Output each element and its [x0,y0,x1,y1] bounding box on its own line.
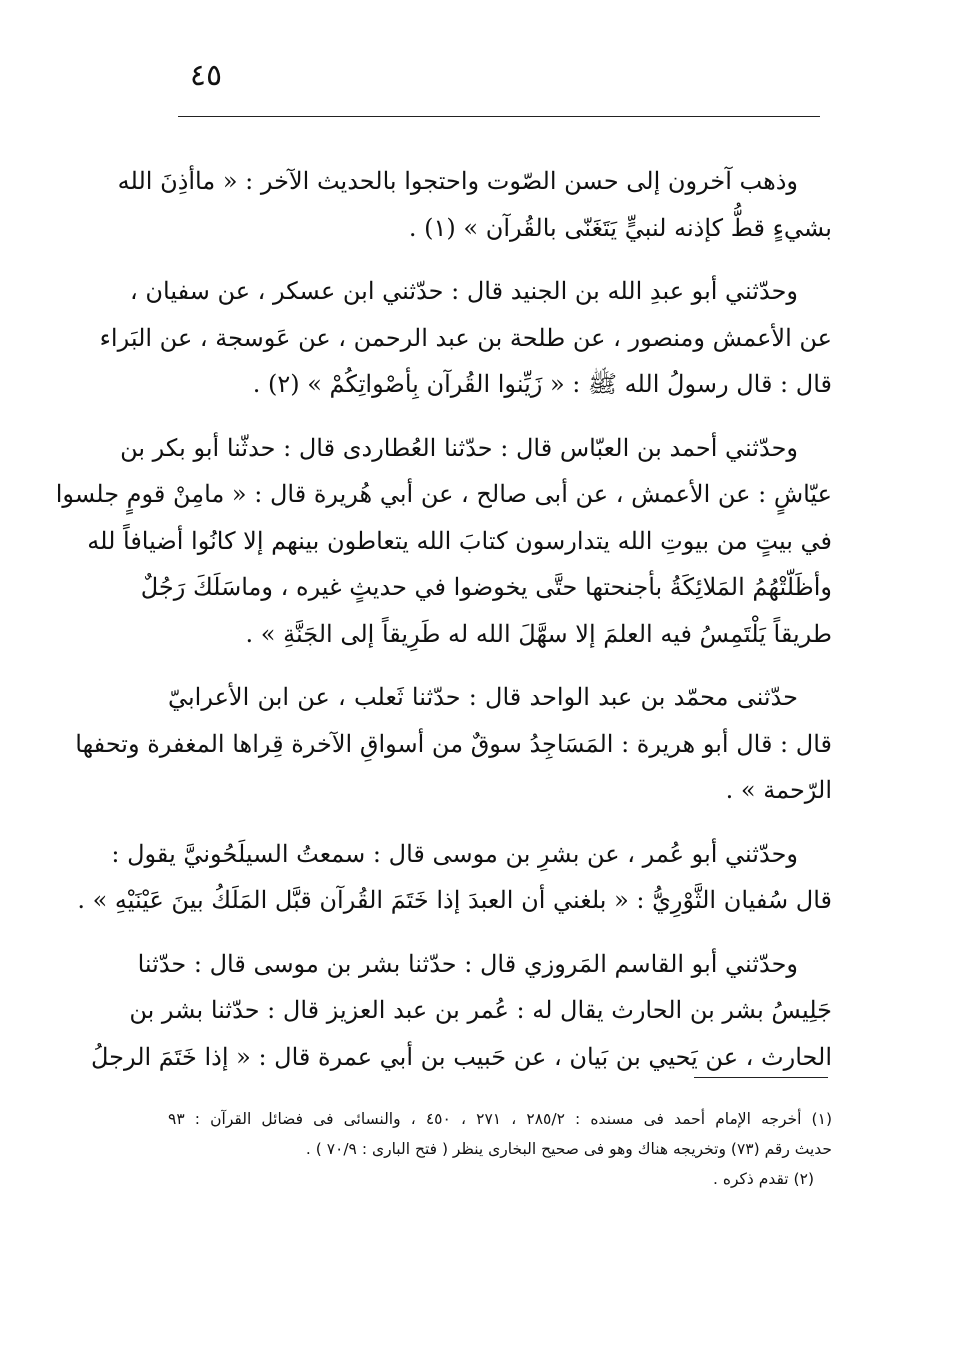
paragraph [99,268,832,408]
text-line: جَلِيسُ بشر بن الحارث يقال له : عُمر بن عبد العزيز قال : حدّثنا بشر بن [129,996,832,1024]
text-line: الرّحمة » . [725,776,832,804]
paragraph [90,941,832,1081]
paragraph [75,674,832,814]
footnotes [168,1104,832,1194]
text-line: وحدّثني أبو عبدِ الله بن الجنيد قال : حدّثني ابن عسكر ، عن سفيان ، [130,277,798,305]
text-line: قال : قال أبو هريرة : المَسَاجِدُ سوقٌ من أسواقِ الآخرة قِراها المغفرة وتحفها [75,729,832,758]
paragraph [117,158,832,251]
footnote-rule [694,1077,828,1078]
body-text [55,158,832,1097]
text-line: وحدّثني أبو عُمر ، عن بشرِ بن موسى قال : سمعتُ السيلَحُونيَّ يقول : [111,839,798,868]
paragraph [55,425,832,658]
text-line: وحدّثني أبو القاسم المَروزي قال : حدّثنا بشر بن موسى قال : حدّثنا [137,949,798,978]
page-number: ٤٥ [189,58,223,93]
text-line: عن الأعمش ومنصور ، عن طلحة بن عبد الرحمن ، عن عَوسجة ، عن البَراء [99,323,832,352]
paragraph [77,831,832,924]
text-line: قال : قال رسولُ الله ﷺ : « زَيِّنوا القُرآن بِأصْواتِكُمْ » (٢) . [252,370,832,398]
text-line: عيّاشٍ : عن الأعمش ، عن أبى صالح ، عن أبي هُريرة قال : « مامِنْ قومٍ جلسوا [55,480,832,508]
text-line: حدّثنى محمّد بن عبد الواحد قال : حدّثنا ثَعلب ، عن ابن الأعرابيّ [168,683,798,711]
text-line: بشيءٍ قطُّ كإذنه لنبيٍّ يَتَغَنّى بالقُرآن » (١) . [408,213,832,242]
text-line: طريقاً يَلْتَمِسُ فيه العلمَ إلا سهَّلَ الله له طَرِيقاً إلى الجَنَّةِ » . [245,619,832,648]
footnote-line: (٢) تقدم ذكره . [713,1170,814,1188]
text-line: الحارث ، عن يَحيي بن بَيان ، عن حَبيب بن أبي عمرة قال : « إذا خَتَمَ الرجلُ [90,1042,832,1071]
text-line: وذهب آخرون إلى حسن الصّوت واحتجوا بالحديث الآخر : « ماأذِنَ الله [117,167,798,195]
text-line: في بيتٍ من بيوتِ الله يتدارسون كتابَ الله يتعاطون بينهم إلا كانُوا أضيافاً لله [87,526,832,555]
footnote-line: (١) أخرجه الإمام أحمد فى مسنده : ٢٨٥/٢ ، ٢٧١ ، ٤٥٠ ، والنسائى فى فضائل القرآن : ٩٣ [168,1110,832,1128]
text-line: وحدّثني أحمد بن العبّاس قال : حدّثنا العُطاردى قال : حدثّنا أبو بكر بن [120,433,798,462]
footnote-line: حديث رقم (٧٣) وتخريجه هناك وهو فى صحيح البخارى ينظر ( فتح البارى : ٧٠/٩ ) . [305,1140,832,1158]
text-line: وأظَلّتْهُمُ المَلائِكَةُ بأجنحتها حتَّى يخوضوا في حديثٍ غيره ، وماسَلَكَ رَجُلٌ [140,573,832,601]
header-rule [178,116,820,117]
text-line: قال سُفيان الثَّوْرِيُّ : « بلغني أن العبدَ إذا خَتَمَ القُرآن قبَّل المَلَكُ بينَ عَيْنَيْهِ » . [77,886,832,914]
